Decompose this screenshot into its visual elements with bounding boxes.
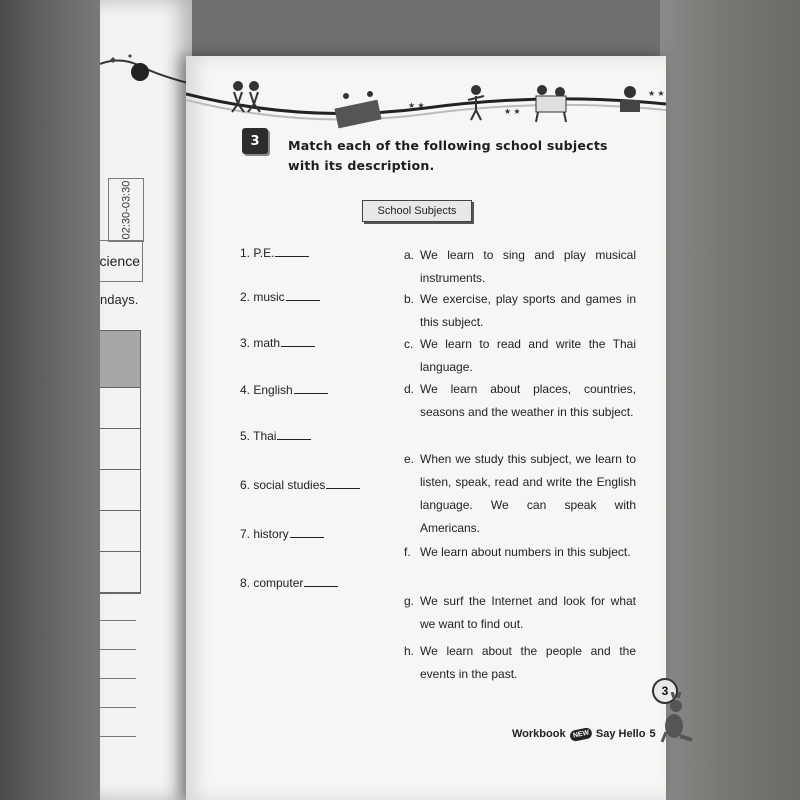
answer-blank[interactable] — [286, 291, 320, 301]
description-label: g. — [404, 594, 415, 608]
subject-item — [240, 478, 360, 492]
table-row — [100, 552, 140, 593]
description-item — [404, 541, 640, 564]
table-row — [100, 511, 140, 552]
subject-item — [240, 336, 315, 350]
exercise-number: 3 — [250, 133, 260, 149]
description-label: e. — [404, 452, 415, 466]
exercise-number-badge — [242, 128, 268, 154]
workbook-page — [186, 56, 669, 800]
subject-item — [240, 527, 324, 541]
subject-item — [240, 246, 309, 260]
description-text: We learn to sing and play musical instruments. — [420, 248, 636, 285]
subject-text: 3. math — [240, 336, 281, 350]
subject-text: 5. Thai — [240, 429, 277, 443]
kangaroo-mascot-icon — [660, 692, 694, 744]
answer-blank[interactable] — [277, 430, 311, 440]
answer-blank[interactable] — [304, 577, 338, 587]
answer-blank[interactable] — [290, 528, 324, 538]
table-row — [100, 470, 140, 511]
left-page — [100, 0, 192, 800]
new-badge: NEW — [569, 726, 593, 741]
description-label: b. — [404, 292, 415, 306]
table-row — [100, 388, 140, 429]
subject-item — [240, 290, 320, 304]
description-item — [404, 448, 640, 540]
answer-blank[interactable] — [326, 479, 360, 489]
instruction-line-1: Match each of the following school subjects — [288, 138, 608, 153]
svg-text:★ ★: ★ ★ — [648, 89, 665, 98]
description-label: a. — [404, 248, 415, 262]
subject-item — [240, 383, 328, 397]
description-label: d. — [404, 382, 415, 396]
description-text: We learn about numbers in this subject. — [420, 545, 631, 559]
left-page-text: ndays. — [100, 292, 139, 307]
page-footer — [512, 728, 656, 740]
subject-text: 4. English — [240, 383, 293, 397]
answer-blank[interactable] — [281, 337, 315, 347]
schedule-time-label: 02:30-03:30 — [120, 180, 132, 240]
subject-text: 6. social studies — [240, 478, 326, 492]
footer-page-number: 5 — [649, 728, 656, 740]
description-text: We exercise, play sports and games in this subject. — [420, 292, 636, 329]
description-item — [404, 244, 640, 290]
page-badge: 3 — [652, 678, 678, 704]
left-page-writing-lines — [100, 620, 136, 765]
description-label: f. — [404, 545, 411, 559]
instruction-line-2: with its description. — [288, 158, 435, 173]
description-item — [404, 590, 640, 636]
footer-say-hello: Say Hello — [595, 728, 646, 740]
subject-text: 7. history — [240, 527, 289, 541]
footer-workbook: Workbook — [512, 728, 566, 740]
exercise-instruction — [288, 136, 638, 176]
desk-background-right — [660, 0, 800, 800]
schedule-time-cell — [108, 178, 144, 242]
kids-banner-illustration-icon — [186, 74, 666, 134]
answer-blank[interactable] — [275, 247, 309, 257]
description-item — [404, 333, 640, 379]
banner-ornament-icon — [100, 44, 192, 94]
description-item — [404, 640, 640, 686]
subject-item — [240, 429, 311, 443]
description-text: We learn to read and write the Thai language. — [420, 337, 636, 374]
description-text: We surf the Internet and look for what we want to find out. — [420, 594, 636, 631]
table-row — [100, 331, 140, 388]
school-subjects-title: School Subjects — [362, 200, 472, 222]
description-item — [404, 378, 640, 424]
schedule-subject-cell — [100, 240, 143, 282]
subject-item — [240, 576, 338, 590]
description-text: We learn about places, countries, seasons and the weather in this subject. — [420, 382, 636, 419]
schedule-subject-text: cience — [100, 253, 140, 269]
table-row — [100, 429, 140, 470]
description-text: When we study this subject, we learn to listen, speak, read and write the English language. We can speak with Americans. — [420, 452, 636, 535]
description-item — [404, 288, 640, 334]
description-label: c. — [404, 337, 414, 351]
desk-background-left — [0, 0, 100, 800]
subject-text: 1. P.E. — [240, 246, 275, 260]
subject-text: 8. computer — [240, 576, 304, 590]
svg-text:★ ★: ★ ★ — [504, 107, 521, 116]
description-text: We learn about the people and the events in the past. — [420, 644, 636, 681]
left-page-table — [100, 330, 141, 594]
description-label: h. — [404, 644, 415, 658]
svg-text:★ ★: ★ ★ — [408, 101, 425, 110]
answer-blank[interactable] — [294, 384, 328, 394]
subject-text: 2. music — [240, 290, 285, 304]
